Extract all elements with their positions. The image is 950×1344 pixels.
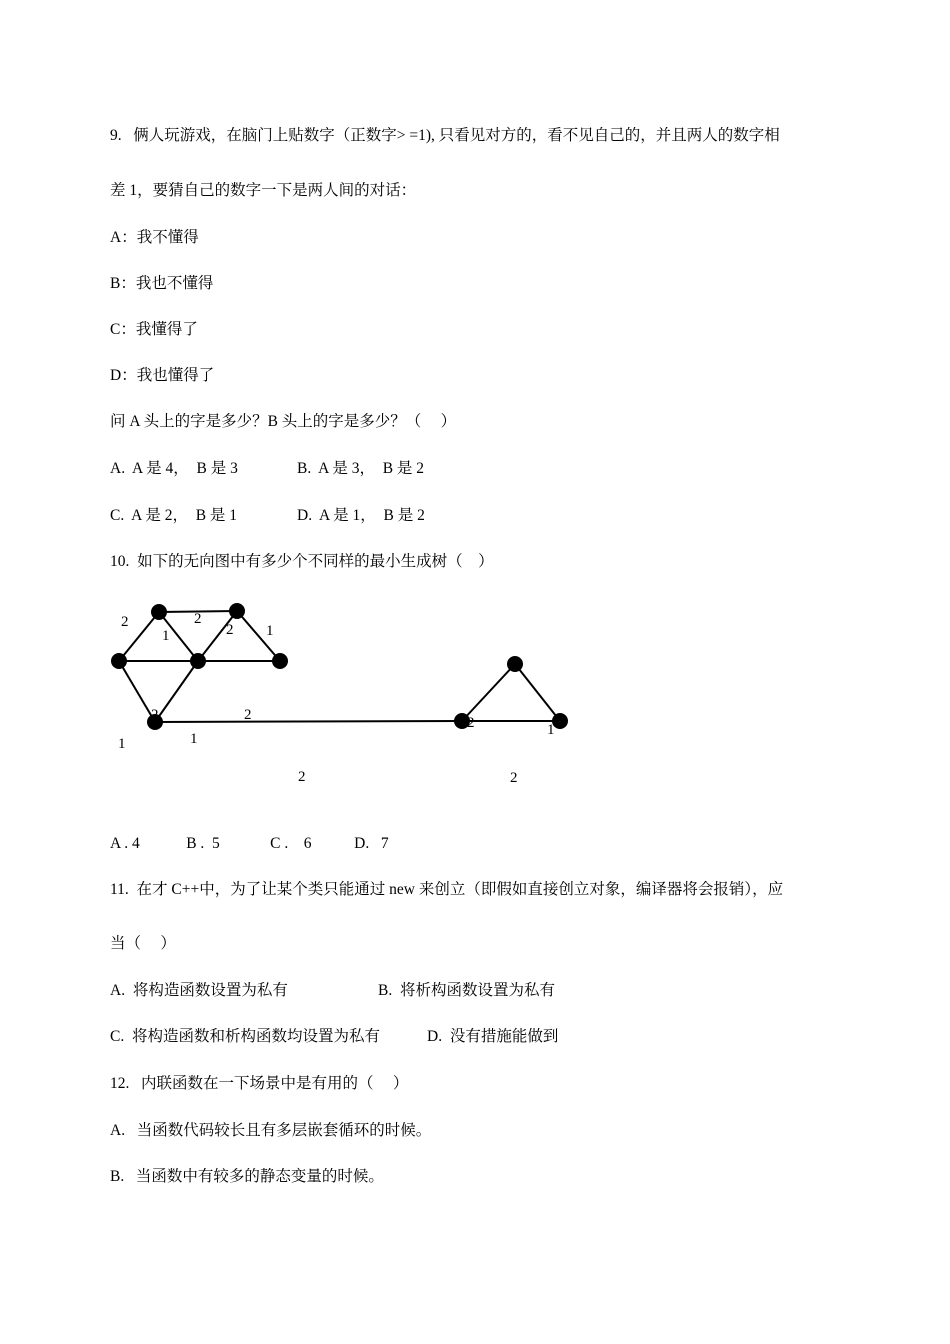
graph-node xyxy=(111,653,127,669)
q9-option-d: D. A 是 1， B 是 2 xyxy=(297,507,425,524)
edge-weight-label: 2 xyxy=(121,614,129,630)
graph-edge xyxy=(119,661,155,722)
q11-option-d: D. 没有措施能做到 xyxy=(427,1028,559,1045)
graph-edges xyxy=(119,611,560,722)
q11-line-2: 当（ ） xyxy=(110,935,176,952)
q11-line-1: 11. 在才 C++中，为了让某个类只能通过 new 来创立（即假如直接创立对象，编译器将会报销），应 xyxy=(110,881,784,898)
q12-option-a: A. 当函数代码较长且有多层嵌套循环的时候。 xyxy=(110,1122,432,1139)
q9-option-b: B. A 是 3， B 是 2 xyxy=(297,460,425,477)
graph-node xyxy=(507,656,523,672)
edge-weight-label: 2 xyxy=(226,622,234,638)
q9-question: 问 A 头上的字是多少？B 头上的字是多少？（ ） xyxy=(110,413,457,430)
graph-node xyxy=(151,604,167,620)
q11-option-a: A. 将构造函数设置为私有 xyxy=(110,982,288,999)
graph-edge-labels xyxy=(118,611,555,786)
graph-node xyxy=(272,653,288,669)
edge-weight-label: 2 xyxy=(510,770,518,786)
edge-weight-label: 1 xyxy=(266,623,274,639)
edge-weight-label: 2 xyxy=(194,611,202,627)
edge-weight-label: 2 xyxy=(244,707,252,723)
graph-nodes xyxy=(111,603,568,730)
q9-dialog-d: D：我也懂得了 xyxy=(110,367,215,384)
q9-option-a: A. A 是 4， B 是 3 xyxy=(110,460,238,477)
graph-node xyxy=(229,603,245,619)
graph-node xyxy=(190,653,206,669)
edge-weight-label: 2 xyxy=(151,707,159,723)
graph-edge xyxy=(155,661,198,722)
graph-edge xyxy=(155,721,462,722)
q11-option-c: C. 将构造函数和析构函数均设置为私有 xyxy=(110,1028,380,1045)
q9-dialog-c: C：我懂得了 xyxy=(110,321,198,338)
q12-option-b: B. 当函数中有较多的静态变量的时候。 xyxy=(110,1168,384,1185)
graph-edge xyxy=(237,611,280,661)
q12-line-1: 12. 内联函数在一下场景中是有用的（ ） xyxy=(110,1075,409,1092)
q9-line-1: 9. 俩人玩游戏，在脑门上贴数字（正数字> =1), 只看见对方的，看不见自己的，并且两人的数字相 xyxy=(110,127,780,144)
graph-edge xyxy=(515,664,560,721)
edge-weight-label: 1 xyxy=(190,731,198,747)
edge-weight-label: 2 xyxy=(298,769,306,785)
edge-weight-label: 1 xyxy=(162,628,170,644)
q9-dialog-b: B：我也不懂得 xyxy=(110,275,214,292)
q11-option-b: B. 将析构函数设置为私有 xyxy=(378,982,555,999)
edge-weight-label: 2 xyxy=(467,715,475,731)
q10-line-1: 10. 如下的无向图中有多少个不同样的最小生成树（ ） xyxy=(110,553,494,570)
edge-weight-label: 1 xyxy=(547,722,555,738)
q9-dialog-a: A：我不懂得 xyxy=(110,229,199,246)
graph-edge xyxy=(462,664,515,721)
edge-weight-label: 1 xyxy=(118,736,126,752)
q10-options: A . 4 B . 5 C . 6 D. 7 xyxy=(110,835,389,852)
q9-line-2: 差 1，要猜自己的数字一下是两人间的对话： xyxy=(110,182,417,199)
q9-option-c: C. A 是 2， B 是 1 xyxy=(110,507,238,524)
